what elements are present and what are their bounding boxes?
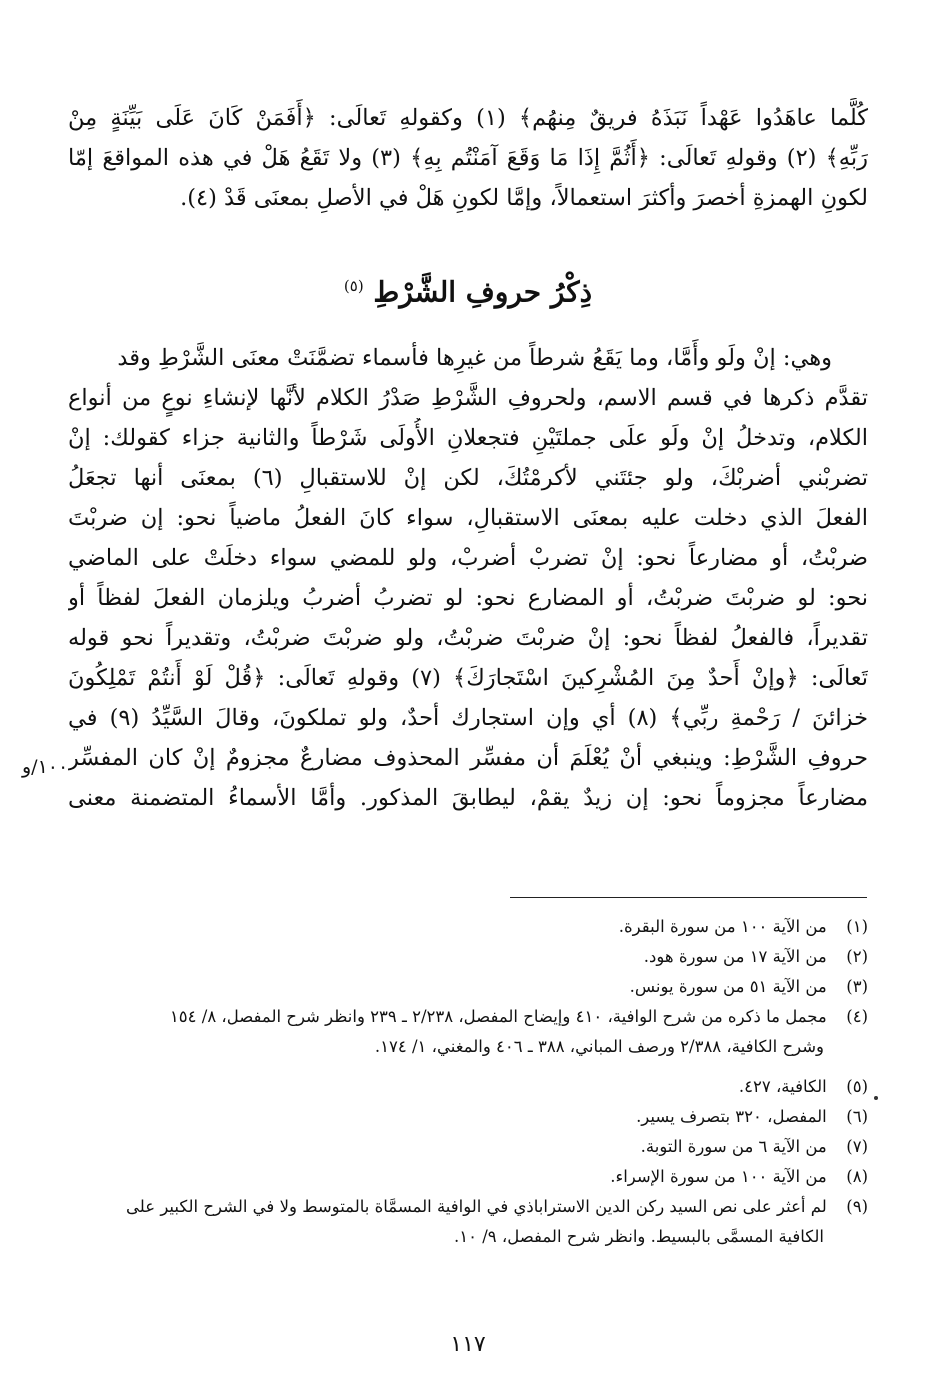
text-line: تضربْني أضربْكَ، ولو جئتَني لأكرمْتُكَ، لكن إنْ للاستقبالِ (٦) بمعنَى أنها تجعَلُ (68, 465, 868, 491)
text-line: نحو: لو ضربْتَ ضربْتُ، أو المضارع نحو: لو تضربُ أضربُ ويلزمان الفعلَ لفظاً أو (68, 585, 868, 611)
footnote-separator (510, 897, 867, 898)
text-line: وهي: إنْ ولَو وأَمَّا، وما يَقَعُ شرطاً من غيرِها فأسماء تضمَّنَتْ معنَى الشَّرْطِ وقد (117, 345, 832, 371)
text-line: خزائنَ / رَحْمةِ ربِّي﴾ (٨) أي وإن استجارك أحدٌ، ولو تملكونَ، وقالَ السَّيِّدُ (٩) في (68, 705, 868, 731)
footnote (68, 1192, 868, 1222)
footnote-text: مجمل ما ذكره من شرح الوافية، ٤١٠ وإيضاح المفصل، ٢/٢٣٨ ـ ٢٣٩ وانظر شرح المفصل، ٨/ ١٥٤ (169, 1007, 827, 1026)
footnote-continuation (68, 1222, 868, 1252)
text-line: تقدَّم ذكرها في قسم الاسم، ولحروفِ الشَّرْطِ صَدْرُ الكلام لأنَّها لإنشاءِ نوعٍ من أنواع (68, 385, 868, 411)
footnote-continuation (68, 1032, 868, 1062)
footnote-number: (٨) (846, 1167, 868, 1186)
manuscript-folio-note: ١٠٠/و (22, 756, 69, 778)
text-line: رَبِّهِ﴾ (٢) وقولهِ تَعالَى: ﴿أَثُمَّ إِذَا مَا وَقَعَ آمَنْتُم بِهِ﴾ (٣) ولا تَقَعُ هَلْ في هذه المواقعَ إمّا (68, 145, 868, 171)
heading-text: ذِكْرُ حروفِ الشَّرْطِ (373, 275, 593, 309)
footnote (68, 1002, 868, 1032)
footnote (68, 1072, 868, 1102)
footnote-number: (٢) (846, 947, 868, 966)
footnote-text: لم أعثر على نص السيد ركن الدين الاستراباذي في الوافية المسمَّاة بالمتوسط ولا في الشرح الكبير على (126, 1197, 827, 1216)
footnote-text: من الآية ١٧ من سورة هود. (643, 947, 827, 966)
text-line: تَعالَى: ﴿وإنْ أَحدٌ مِنَ المُشْرِكينَ اسْتَجارَكَ﴾ (٧) وقولهِ تَعالَى: ﴿قُلْ لَوْ أَنتُمْ تَمْلِكُونَ (68, 665, 868, 691)
text-line: كُلَّما عاهَدُوا عَهْداً نَبَذَهُ فريقٌ مِنهُم﴾ (١) وكقولهِ تَعالَى: ﴿أَفَمَنْ كَانَ عَلَى بَيِّنَةٍ مِنْ (68, 105, 868, 131)
text-line: حروفِ الشَّرْطِ: وينبغي أنْ يُعْلَمَ أن مفسِّر المحذوف مضارعٌ مجزومٌ إنْ كان المفسِّر (68, 745, 868, 771)
footnote-number: (٩) (846, 1197, 868, 1216)
text-line: تقديراً، فالفعلُ لفظاً نحو: إنْ ضربْتَ ضربْتُ، ولو ضربْتَ ضربْتُ، وتقديراً نحو قوله (68, 625, 868, 651)
heading-footnote-ref: (٥) (343, 277, 364, 295)
footnote-text: المفصل، ٣٢٠ بتصرف يسير. (636, 1107, 827, 1126)
text-line: مضارعاً مجزوماً نحو: إن زيدٌ يقمْ، ليطابقَ المذكور. وأمَّا الأسماءُ المتضمنة معنى (68, 785, 868, 811)
footnote-number: (٥) (846, 1077, 868, 1096)
text-line: الفعلَ الذي دخلت عليه بمعنَى الاستقبالِ، سواء كانَ الفعلُ ماضياً نحو: إن ضربْتَ (68, 505, 868, 531)
text-line: لكونِ الهمزةِ أخصرَ وأكثرَ استعمالاً، وإمَّا لكونِ هَلْ في الأصلِ بمعنَى قَدْ (٤). (180, 185, 868, 211)
footnote (68, 1102, 868, 1132)
footnote-number: (٣) (846, 977, 868, 996)
footnote-number: (٤) (846, 1007, 868, 1026)
footnote-text: الكافية المسمَّى بالبسيط. وانظر شرح المفصل، ٩/ ١٠. (454, 1227, 824, 1246)
page-number: ١١٧ (450, 1332, 486, 1357)
footnote (68, 912, 868, 942)
footnote-number: (٧) (846, 1137, 868, 1156)
text-line: الكلام، وتدخلُ إنْ ولَو علَى جملتَيْنِ فتجعلانِ الأُولَى شَرْطاً والثانية جزاء كقولك: إنْ (68, 425, 868, 451)
footnote-number: (١) (846, 917, 868, 936)
footnote (68, 1132, 868, 1162)
footnote (68, 1162, 868, 1192)
footnote-text: من الآية ١٠٠ من سورة الإسراء. (610, 1167, 827, 1186)
ink-dot (874, 1096, 878, 1100)
footnote (68, 942, 868, 972)
text-line: ضربْتُ، أو مضارعاً نحو: إنْ تضربْ أضربْ، ولو للمضي سواء دخلَتْ على الماضي (68, 545, 868, 571)
section-heading (68, 262, 868, 310)
footnote (68, 972, 868, 1002)
footnote-text: من الآية ١٠٠ من سورة البقرة. (618, 917, 827, 936)
footnote-text: من الآية ٦ من سورة التوبة. (640, 1137, 827, 1156)
footnote-text: الكافية، ٤٢٧. (738, 1077, 827, 1096)
footnote-number: (٦) (846, 1107, 868, 1126)
footnote-text: وشرح الكافية، ٢/٣٨٨ ورصف المباني، ٣٨٨ ـ ٤٠٦ والمغني، ١/ ١٧٤. (374, 1037, 824, 1056)
footnote-text: من الآية ٥١ من سورة يونس. (629, 977, 827, 996)
